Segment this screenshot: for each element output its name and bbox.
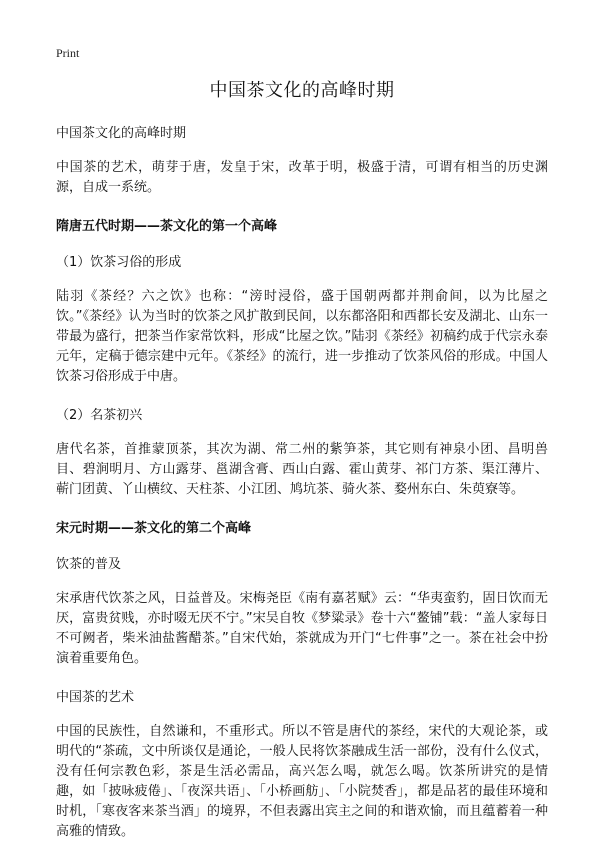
article-subtitle: 中国茶文化的高峰时期 <box>56 126 187 141</box>
section-heading-song-yuan: 宋元时期——茶文化的第二个高峰 <box>56 521 252 536</box>
page-title: 中国茶文化的高峰时期 <box>209 80 395 101</box>
paragraph-tea-popularity: 宋承唐代饮茶之风，日益普及。宋梅尧臣《南有嘉茗赋》云：“华夷蛮豹，固日饮而无厌，富贵贫贱，亦时啜无厌不宁。”宋吴自牧《梦粱录》卷十六“鳌铺”载：“盖人家每日不可阙者，柴米油盐酱醋茶。”自宋代始，茶就成为开门“七件事”之一。茶在社会中扮演着重要角色。 <box>56 591 548 666</box>
paragraph-tea-custom: 陆羽《茶经？六之饮》也称：“滂时浸俗，盛于国朝两都并荆俞间，以为比屋之饮。”《茶经》认为当时的饮茶之风扩散到民间，以东都洛阳和西都长安及湖北、山东一带最为盛行，把茶当作家常饮料，形成“比屋之饮。”陆羽《茶经》初稿约成于代宗永泰元年，定稿于德宗建中元年。《茶经》的流行，进一步推动了饮茶风俗的形成。中国人饮茶习俗形成于中唐。 <box>56 289 548 384</box>
paragraph-tea-art: 中国的民族性，自然谦和，不重形式。所以不管是唐代的茶经，宋代的大观论茶，或明代的“茶疏，文中所谈仅是通论，一般人民将饮茶融成生活一部份，没有什么仪式，没有任何宗教色彩，茶是生活必需品，高兴怎么喝，就怎么喝。饮茶所讲究的是情趣，如「披咏疲倦」、「夜深共语」、「小桥画舫」、「小院焚香」，都是品茗的最佳环境和时机，「寒夜客来茶当酒」的境界，不但表露出宾主之间的和谐欢愉，而且蕴蓄着一种高雅的情致。 <box>56 724 548 839</box>
subheading-tea-custom: （1）饮茶习俗的形成 <box>56 255 182 270</box>
intro-paragraph: 中国茶的艺术，萌芽于唐，发皇于宋，改革于明，极盛于清，可谓有相当的历史渊源，自成一系统。 <box>56 160 548 195</box>
print-link[interactable]: Print <box>56 46 80 60</box>
subheading-famous-tea: （2）名茶初兴 <box>56 408 143 423</box>
subheading-tea-popularity: 饮茶的普及 <box>56 557 122 572</box>
paragraph-famous-tea: 唐代名茶，首推蒙顶茶，其次为湖、常二州的紫笋茶，其它则有神泉小团、昌明兽目、碧涧明月、方山露芽、邕湖含膏、西山白露、霍山黄芽、祁门方茶、渠江薄片、蕲门团黄、丫山横纹、天柱茶、小江团、鸠坑茶、骑火茶、婺州东白、朱萸寮等。 <box>56 442 548 497</box>
subheading-tea-art: 中国茶的艺术 <box>56 690 135 705</box>
section-heading-sui-tang: 隋唐五代时期——茶文化的第一个高峰 <box>56 219 278 234</box>
